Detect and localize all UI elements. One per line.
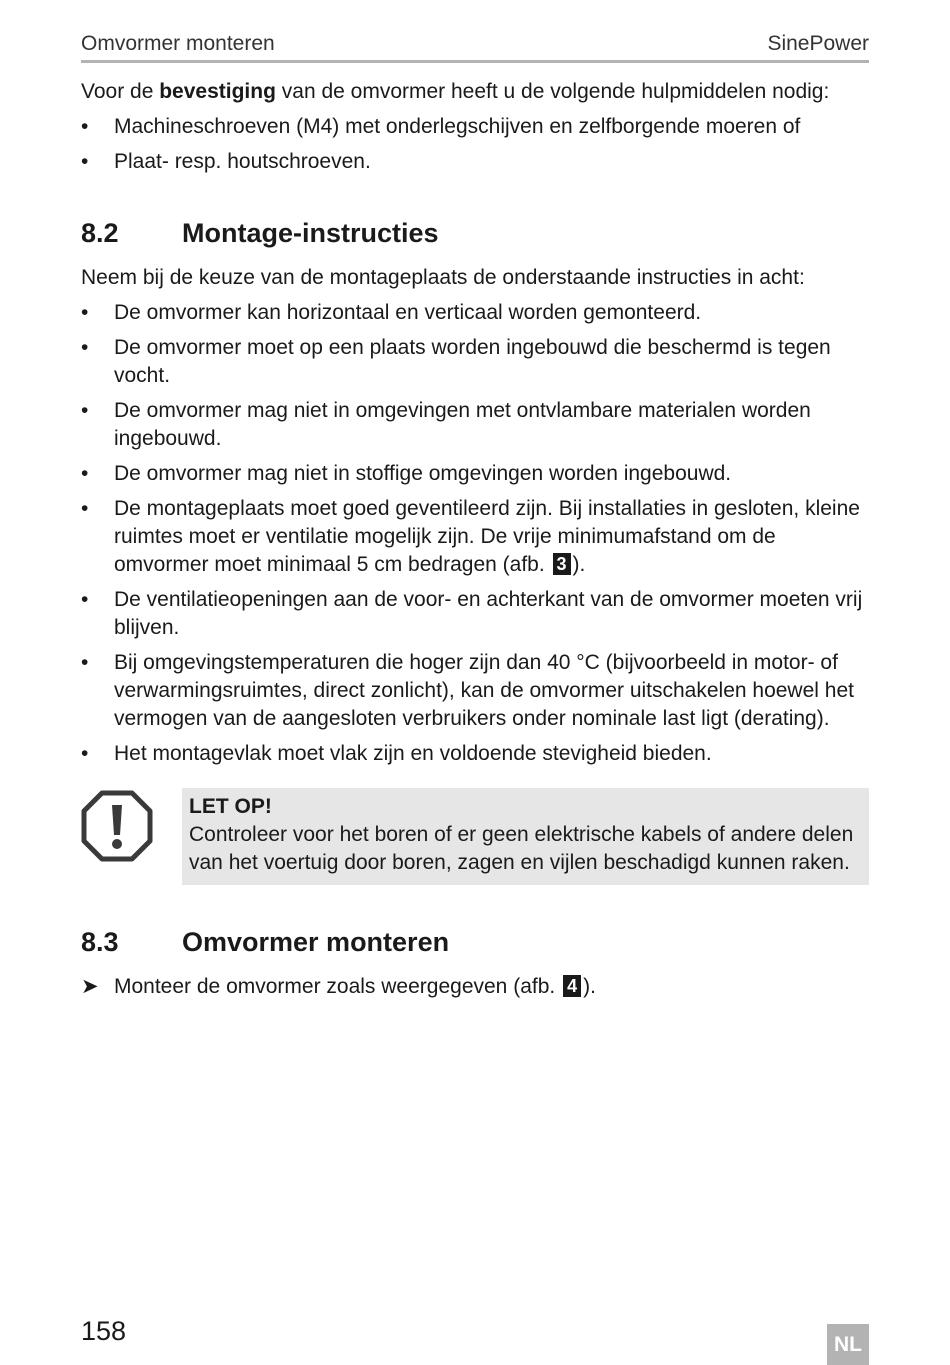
list-item <box>81 397 869 453</box>
running-header <box>81 30 869 63</box>
action-text <box>114 973 596 1001</box>
notice-title: LET OP! <box>189 795 272 818</box>
bullet: • <box>81 115 89 138</box>
action-step <box>81 973 869 1001</box>
list-item <box>81 460 869 488</box>
bullet: • <box>81 462 89 485</box>
bullet: • <box>81 150 89 173</box>
bullet: • <box>81 651 89 674</box>
page-number: 158 <box>81 1316 127 1346</box>
list-item <box>81 649 869 733</box>
list-item <box>81 740 869 768</box>
bullet: • <box>81 497 89 520</box>
section-number: 8.2 <box>81 218 119 248</box>
intro-prefix: Voor de <box>81 80 160 103</box>
bullet: • <box>81 301 89 324</box>
list-item-text: De omvormer mag niet in omgevingen met ontvlambare materialen worden ingebouwd. <box>114 399 811 450</box>
list-item-text: De ventilatieopeningen aan de voor- en achterkant van de omvormer moeten vrij blijven. <box>114 588 863 639</box>
list-item <box>81 586 869 642</box>
action-arrow-icon: ➤ <box>81 975 99 998</box>
section-heading-8-2 <box>81 216 869 250</box>
list-item-text-end: ). <box>572 553 586 576</box>
section-title: Omvormer monteren <box>182 927 450 957</box>
list-item <box>81 113 869 141</box>
list-item <box>81 495 869 579</box>
list-item-text: De omvormer kan horizontaal en verticaal worden gemonteerd. <box>114 301 702 324</box>
list-item-text: Plaat- resp. houtschroeven. <box>114 150 371 173</box>
section-intro: Neem bij de keuze van de montageplaats de onderstaande instructies in acht: <box>81 266 805 289</box>
section-heading-8-3 <box>81 925 869 959</box>
bullet: • <box>81 399 89 422</box>
intro-paragraph <box>81 78 869 106</box>
action-text-end: ). <box>583 975 596 998</box>
section-title: Montage-instructies <box>182 218 439 248</box>
list-item-text: De omvormer mag niet in stoffige omgevingen worden ingebouwd. <box>114 462 732 485</box>
bullet: • <box>81 742 89 765</box>
list-item <box>81 299 869 327</box>
bullet: • <box>81 588 89 611</box>
list-item <box>81 334 869 390</box>
list-item-text: Bij omgevingstemperaturen die hoger zijn dan 40 °C (bijvoorbeeld in motor- of verwarmingsruimtes, direct zonlicht), kan de omvormer uitschakelen hoewel het vermogen van de aangesloten verbruikers onder nominale last ligt (derating). <box>114 651 854 730</box>
section-number: 8.3 <box>81 927 119 957</box>
list-item <box>81 148 869 176</box>
notice-block <box>81 788 869 885</box>
tools-list <box>81 113 869 176</box>
instructions-list <box>81 299 869 768</box>
header-chapter-title: Omvormer monteren <box>81 32 275 55</box>
header-product-name: SinePower <box>767 32 869 55</box>
action-text-main: Monteer de omvormer zoals weergegeven (afb. <box>114 975 562 998</box>
list-item-text: De montageplaats moet goed geventileerd zijn. Bij installaties in gesloten, kleine ruimtes moet er ventilatie mogelijk zijn. De vrije minimumafstand om de omvormer moet minimaal 5 cm bedragen (afb. <box>114 497 860 576</box>
figure-reference-3: 3 <box>553 553 571 575</box>
intro-suffix: van de omvormer heeft u de volgende hulpmiddelen nodig: <box>275 80 830 103</box>
page-content <box>81 78 869 1001</box>
list-item-text: Het montagevlak moet vlak zijn en voldoende stevigheid bieden. <box>114 742 712 765</box>
warning-octagon-icon <box>81 788 182 885</box>
list-item-text: De omvormer moet op een plaats worden ingebouwd die beschermd is tegen vocht. <box>114 336 831 387</box>
notice-box <box>182 788 869 885</box>
bullet: • <box>81 336 89 359</box>
intro-bold-term: bevestiging <box>159 80 276 103</box>
notice-text: Controleer voor het boren of er geen elektrische kabels of andere delen van het voertuig door boren, zagen en vijlen beschadigd kunnen raken. <box>189 823 854 874</box>
figure-reference-4: 4 <box>563 975 581 997</box>
list-item-text: Machineschroeven (M4) met onderlegschijven en zelfborgende moeren of <box>114 115 801 138</box>
language-tab: NL <box>827 1324 869 1365</box>
